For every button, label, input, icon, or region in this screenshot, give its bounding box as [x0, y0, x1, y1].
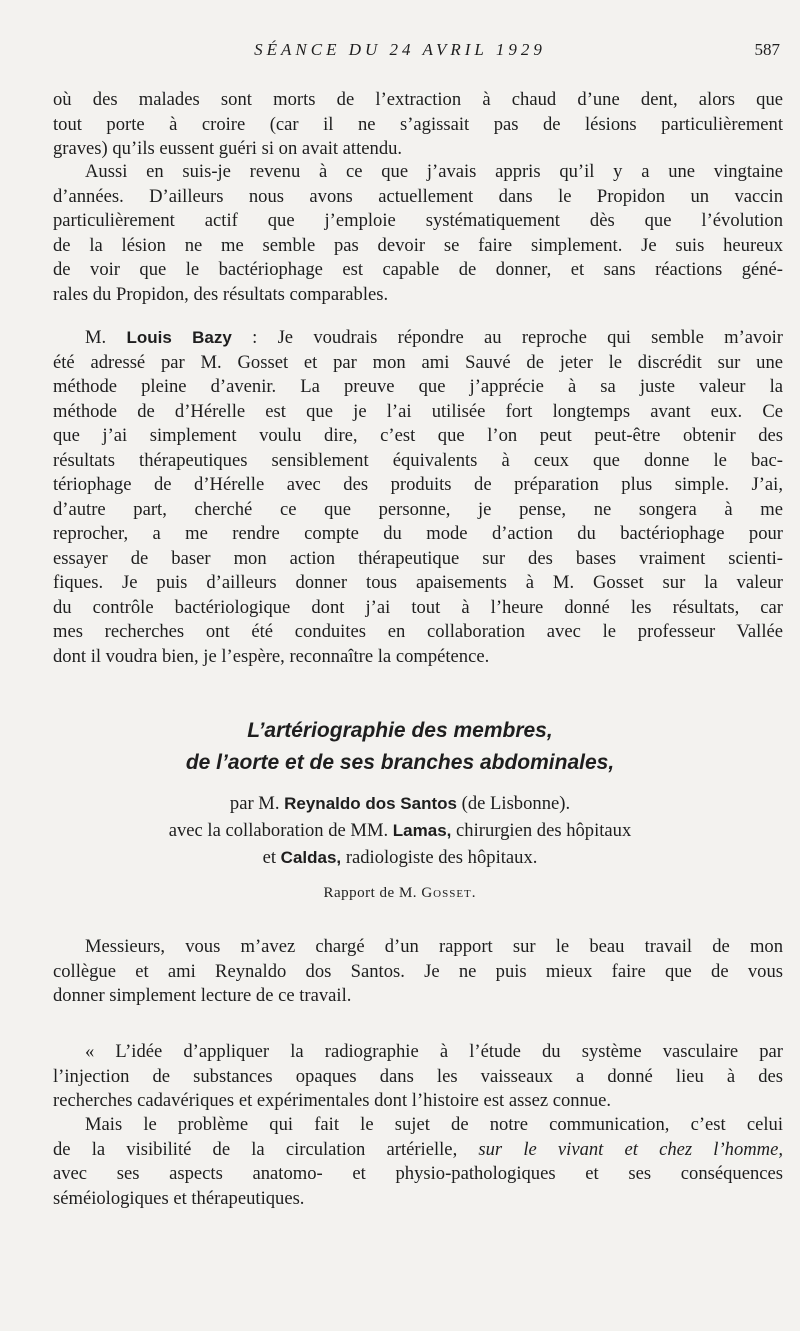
author-name: Caldas,: [280, 848, 342, 867]
italic-segment: sur le vivant et chez l’homme,: [478, 1138, 783, 1160]
text-line: collègue et ami Reynaldo dos Santos. Je ne puis mieux faire que de vous: [53, 960, 783, 982]
text-line: recherches cadavériques et expérimentales dont l’histoire est assez connue.: [53, 1090, 612, 1111]
text-line: « L’idée d’appliquer la radiographie à l’étude du système vasculaire par: [85, 1041, 783, 1062]
text-line: où des malades sont morts de l’extraction à chaud d’une dent, alors que: [53, 89, 783, 110]
text-line: reprocher, a me rendre compte du mode d’action du bactériophage pour: [53, 523, 783, 544]
text-line: essayer de baser mon action thérapeutique sur des bases vraiment scienti-: [53, 547, 783, 569]
text-line: tériophage de d’Hérelle avec des produits de préparation plus simple. J’ai,: [53, 474, 783, 495]
author-line: [0, 817, 800, 844]
text-line: d’autre part, cherché ce que personne, je pense, ne songera à me: [53, 498, 783, 520]
speaker-prefix: M.: [85, 327, 107, 348]
text-line: donner simplement lecture de ce travail.: [53, 985, 352, 1006]
author-name: Lamas,: [392, 821, 452, 840]
author-suffix: radiologiste des hôpitaux.: [345, 847, 538, 868]
author-prefix: par M.: [229, 793, 280, 814]
author-prefix: et: [262, 847, 277, 868]
text-line: méthode de d’Hérelle est que je l’ai utilisée fort longtemps avant eux. Ce: [53, 400, 783, 422]
rapport-line: [0, 885, 800, 902]
running-head: [0, 40, 800, 70]
text-line: [53, 1138, 783, 1163]
paragraph-4: [53, 935, 783, 1009]
paragraph-2: [53, 160, 783, 307]
article-title-line: L’artériographie des membres,: [247, 719, 553, 742]
text-line: méthode pleine d’avenir. La preuve que j’apprécie à sa juste valeur la: [53, 376, 783, 397]
text-line: mes recherches ont été conduites en collaboration avec le professeur Vallée: [53, 621, 783, 642]
speaker-line-rest: : Je voudrais répondre au reproche qui semble m’avoir: [252, 327, 783, 348]
author-suffix: (de Lisbonne).: [461, 793, 571, 814]
text-line: l’injection de substances opaques dans les vaisseaux a donné lieu à des: [53, 1065, 783, 1087]
speaker-line: [53, 326, 783, 351]
article-title-line: de l’aorte et de ses branches abdominales,: [185, 751, 615, 774]
author-line: [0, 844, 800, 871]
rapport-prefix: Rapport de M.: [323, 885, 418, 901]
page-number: 587: [754, 40, 780, 59]
text-line: tout porte à croire (car il ne s’agissait pas de lésions particulièrement: [53, 113, 783, 135]
text-line: de la lésion ne me semble pas devoir se faire simplement. Je suis heureux: [53, 234, 783, 256]
text-line: particulièrement actif que j’emploie systématiquement dès que l’évolution: [53, 210, 783, 231]
text-line: rales du Propidon, des résultats comparables.: [53, 283, 389, 305]
text-line: séméiologiques et thérapeutiques.: [53, 1187, 305, 1209]
text-segment: de la visibilité de la circulation artérielle,: [53, 1138, 458, 1160]
text-line: Mais le problème qui fait le sujet de notre communication, c’est celui: [85, 1114, 783, 1135]
text-line: de voir que le bactériophage est capable de donner, et sans réactions géné-: [53, 259, 783, 280]
author-name: Reynaldo dos Santos: [284, 794, 457, 813]
text-line: avec ses aspects anatomo- et physio-pathologiques et ses conséquences: [53, 1163, 783, 1184]
text-line: fiques. Je puis d’ailleurs donner tous apaisements à M. Gosset sur la valeur: [53, 572, 783, 593]
paragraph-6: [53, 1113, 783, 1211]
paragraph-3-intervention: [53, 326, 783, 669]
text-line: résultats thérapeutiques sensiblement équivalents à ceux que donne le bac-: [53, 449, 783, 471]
article-title: [0, 715, 800, 779]
text-line: été adressé par M. Gosset et par mon ami Sauvé de jeter le discrédit sur une: [53, 351, 783, 373]
text-line: dont il voudra bien, je l’espère, reconnaître la compétence.: [53, 645, 490, 667]
author-line: [0, 790, 800, 817]
text-line: graves) qu’ils eussent guéri si on avait attendu.: [53, 138, 403, 159]
paragraph-1: [53, 88, 783, 162]
text-line: Aussi en suis-je revenu à ce que j’avais appris qu’il y a une vingtaine: [85, 161, 783, 182]
speaker-name: Louis Bazy: [126, 328, 232, 347]
text-line: d’années. D’ailleurs nous avons actuellement dans le Propidon un vaccin: [53, 185, 783, 207]
text-line: que j’ai simplement voulu dire, c’est que l’on peut peut-être obtenir des: [53, 425, 783, 446]
running-head-title: SÉANCE DU 24 AVRIL 1929: [254, 40, 546, 59]
paragraph-5: [53, 1040, 783, 1114]
article-authors: [0, 790, 800, 871]
text-line: du contrôle bactériologique dont j’ai tout à l’heure donné les résultats, car: [53, 596, 783, 618]
author-suffix: chirurgien des hôpitaux: [456, 820, 632, 841]
rapport-name: Gosset.: [421, 885, 477, 901]
text-line: Messieurs, vous m’avez chargé d’un rapport sur le beau travail de mon: [85, 936, 783, 957]
author-prefix: avec la collaboration de MM.: [168, 820, 389, 841]
